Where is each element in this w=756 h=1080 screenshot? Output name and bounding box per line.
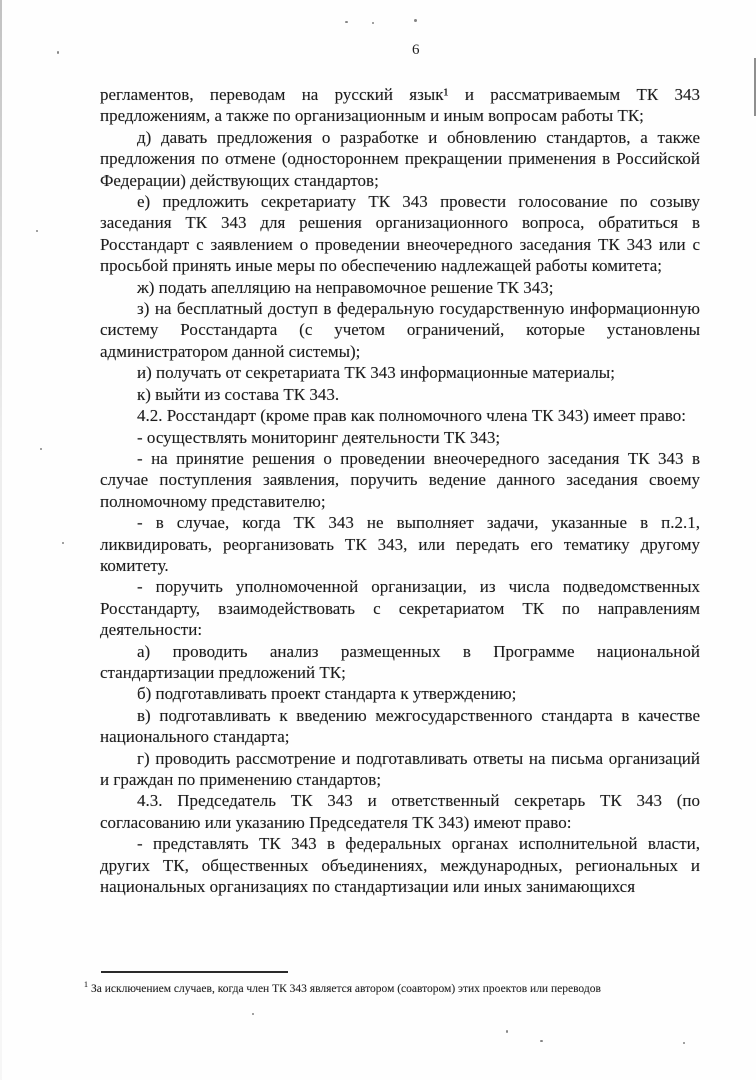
scan-speck (540, 1040, 543, 1042)
paragraph-item-d: д) давать предложения о разработке и обновлению стандартов, а также предложения по отмене (одностороннем прекращении применения в Российской Федерации) действующих стандартов; (100, 127, 700, 190)
footnote-separator-line (101, 971, 288, 973)
paragraph-item-a: а) проводить анализ размещенных в Программе национальной стандартизации предложений ТК; (100, 641, 700, 682)
paragraph-item-b: б) подготавливать проект стандарта к утверждению; (137, 684, 517, 704)
scan-speck (57, 51, 59, 54)
footnote-marker: 1 (84, 980, 88, 989)
paragraph-item-v: в) подготавливать к введению межгосударственного стандарта в качестве национального стандарта; (100, 705, 700, 747)
scan-speck (506, 1030, 508, 1033)
scan-speck (252, 1013, 254, 1015)
page-number: 6 (412, 42, 420, 58)
paragraph-item-k: к) выйти из состава ТК 343. (137, 384, 340, 404)
scan-speck (40, 448, 42, 450)
paragraph-item-i: и) получать от секретариата ТК 343 информационные материалы; (137, 363, 615, 383)
paragraph-dash-3: - в случае, когда ТК 343 не выполняет задачи, указанные в п.2.1, ликвидировать, реорганизовать ТК 343, или передать его тематику другому комитету. (100, 513, 700, 575)
paragraph-item-z: з) на бесплатный доступ в федеральную государственную информационную систему Росстандарта (с учетом ограничений, которые установлены администратором данной системы); (100, 299, 700, 361)
scan-edge-artifact-left (0, 0, 2, 1080)
paragraph-dash-5: - представлять ТК 343 в федеральных органах исполнительной власти, других ТК, общественных объединениях, международных, региональных и национальных организациях по стандартизации или иных занимающихся (100, 834, 700, 897)
paragraph-dash-4: - поручить уполномоченной организации, из числа подведомственных Росстандарту, взаимодействовать с секретариатом ТК по направлениям деятельности: (100, 577, 700, 640)
document-body (100, 84, 700, 897)
paragraph-item-e: е) предложить секретариату ТК 343 провести голосование по созыву заседания ТК 343 для решения организационного вопроса, обратиться в Росстандарт с заявлением о проведении внеочередного заседания ТК 343 или с просьбой принять иные меры по обеспечению надлежащей работы комитета; (100, 192, 700, 276)
footnote (84, 977, 734, 997)
scan-speck (345, 21, 348, 23)
paragraph-dash-1: - осуществлять мониторинг деятельности ТК 343; (137, 427, 501, 447)
scan-speck (36, 230, 38, 232)
paragraph-dash-2: - на принятие решения о проведении внеочередного заседания ТК 343 в случае поступления заявления, поручить ведение данного заседания своему полномочному представителю; (100, 448, 700, 511)
scan-speck (683, 1042, 685, 1044)
footnote-text: За исключением случаев, когда член ТК 343 является автором (соавтором) этих проектов или переводов (91, 982, 601, 995)
paragraph-item-g: г) проводить рассмотрение и подготавливать ответы на письма организаций и граждан по применению стандартов; (100, 748, 700, 789)
scan-speck (372, 22, 374, 24)
paragraph-section-4-2: 4.2. Росстандарт (кроме прав как полномочного члена ТК 343) имеет право: (137, 406, 687, 426)
paragraph-section-4-3: 4.3. Председатель ТК 343 и ответственный секретарь ТК 343 (по согласованию или указанию Председателя ТК 343) имеют право: (100, 791, 700, 832)
paragraph-item-zh: ж) подать апелляцию на неправомочное решение ТК 343; (137, 277, 554, 297)
paragraph-continuation: регламентов, переводам на русский язык¹ и рассматриваемым ТК 343 предложениям, а также по организационным и иным вопросам работы ТК; (100, 85, 700, 126)
scan-speck (414, 19, 417, 22)
scan-speck (62, 542, 64, 544)
